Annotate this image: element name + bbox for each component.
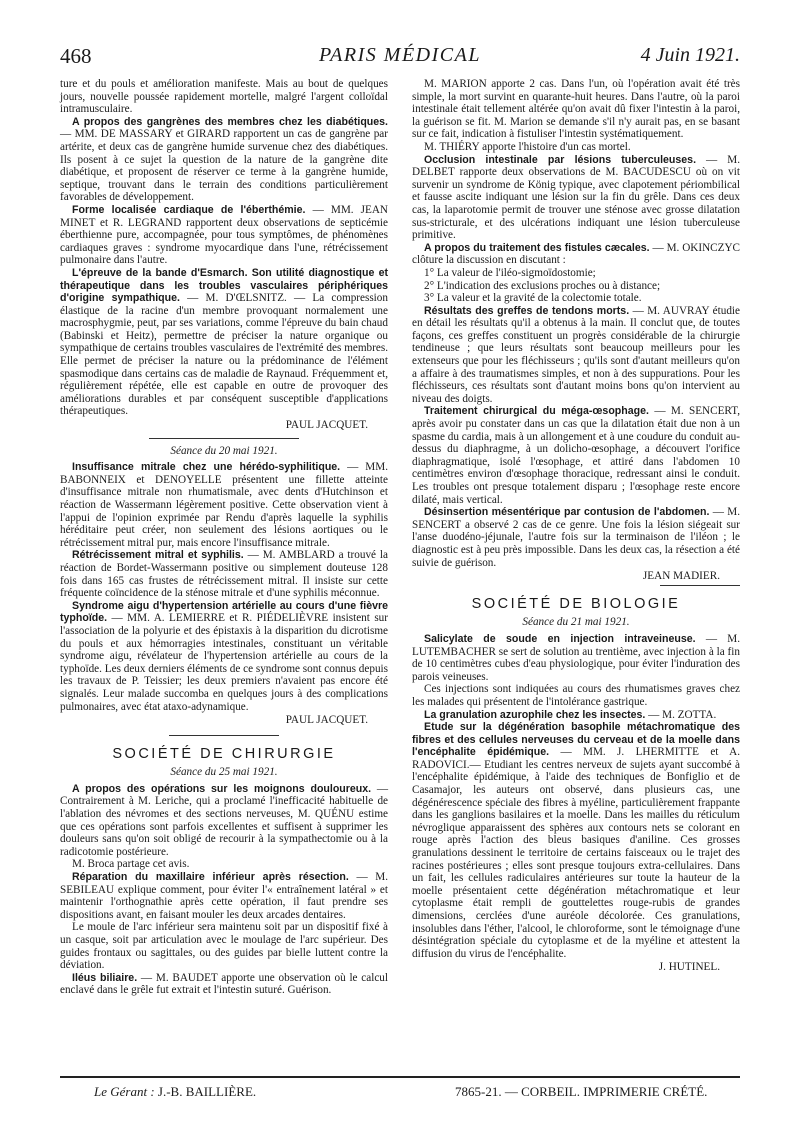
gerant-name: J.-B. BAILLIÈRE. bbox=[157, 1084, 257, 1099]
article-title: A propos des opérations sur les moignons douloureux. bbox=[72, 782, 372, 795]
article-text: — M. LUTEMBACHER se sert de solution au trentième, avec injection à la fin de 10 centimètres cubes d'eau physiologique, pour éviter l'induration des parois veineuses. bbox=[412, 632, 741, 683]
article-title: Réparation du maxillaire inférieur après résection. bbox=[72, 871, 349, 884]
paragraph: M. Broca partage cet avis. bbox=[72, 858, 190, 871]
article-text: — Contrairement à M. Leriche, qui a proclamé l'inefficacité habituelle de l'ablation des névromes et des sections nerveuses, M. QUÉNU estime que ces opérations sont parfois excellentes et suffisent à supprimer les douleurs sans qu'on soit obligé de recourir à la sympathectomie ou à la radicotomie postérieure. bbox=[60, 782, 389, 858]
article-text: — M. DELBET rapporte deux observations de M. BACUDESCU où on vit survenir un syndrome de König typique, avec clapotement périombilical et fausse ascite indiquant une lésion sur la fin du grêle. Dans ces deux cas, la laparotomie permit de trouver une sténose avec grosse dilatation sus-stricturale, et des ulcérations indiquant une lésion tuberculeuse primitive. bbox=[412, 153, 740, 242]
page-number: 468 bbox=[60, 44, 92, 68]
paragraph bbox=[60, 267, 388, 418]
article-text: — M. OKINCZYC clôture la discussion en discutant : bbox=[412, 241, 740, 267]
gerant-label: Le Gérant : bbox=[94, 1084, 155, 1099]
article-text: — M. SEBILEAU explique comment, pour éviter l'« entraînement latéral » et maintenir l'orthognathie après cette opération, il faut prendre ses dispositions avant, en faisant mouler les deux arcades dentaires. bbox=[60, 871, 389, 921]
article-text: — M. SENCERT a observé 2 cas de ce genre. Une fois la lésion siégeait sur l'anse duodéno-jéjunale, l'autre fois sur la terminaison de l'iléon ; le diagnostic est à peu près impossible. Dans les deux cas, la résection a été suivie de guérison. bbox=[412, 506, 740, 569]
article-text: — M. AUVRAY étudie en détail les résultats qu'il a obtenus à la main. Il conclut que, de toutes façons, ces greffes constituent un progrès considérable de la chirurgie tendineuse ; que leurs résultats sont beaucoup meilleurs pour les extenseurs que pour les fléchisseurs ; qu'ils sont d'autant meilleurs qu'on a affaire à des traumatismes simples, et non à des suppurations. Pour les fléchisseurs, ces résultats sont d'autant moins bons qu'on intervient au niveau des doigts. bbox=[412, 304, 741, 405]
issue-date: 4 Juin 1921. bbox=[640, 44, 740, 66]
author-signature: J. HUTINEL. bbox=[658, 961, 720, 974]
list-item: 1° La valeur de l'iléo-sigmoïdostomie; bbox=[424, 266, 596, 279]
right-column bbox=[412, 78, 740, 976]
article-text: — M. BAUDET apporte une observation où le calcul enclavé dans le grêle fut extrait et l'intestin suturé. Guérison. bbox=[60, 971, 388, 997]
paragraph bbox=[60, 204, 388, 267]
article-title: A propos du traitement des fistules cæcales. bbox=[424, 241, 650, 254]
paragraph bbox=[412, 633, 740, 683]
printer-credit: 7865-21. — CORBEIL. IMPRIMERIE CRÉTÉ. bbox=[455, 1084, 708, 1099]
article-text: — M. D'ŒLSNITZ. — La compression élastique de la racine d'un membre provoquant normalement une macrosphygmie, peut, par ses variations, comme l'épreuve du bain chaud (Babinski et Heitz), permettre de préciser la nature organique ou sympathique de certains troubles vasculaires de l'extrémité des membres. Elle permet de préciser la nature ou la prédominance de l'élément spasmodique dans certains cas de maladie de Raynaud. Fréquemment et, régulièrement répétée, elle est capable en outre de provoquer des améliorations durables et par conséquent susceptible d'applications thérapeutiques. bbox=[60, 292, 388, 418]
article-title: Syndrome aigu d'hypertension artérielle au cours d'une fièvre typhoïde. bbox=[60, 599, 388, 625]
society-heading: SOCIÉTÉ DE BIOLOGIE bbox=[471, 595, 681, 612]
author-signature: PAUL JACQUET. bbox=[285, 419, 368, 432]
article-text: — M. SENCERT, après avoir pu constater dans un cas que la dilatation était due non à un spasme du cardia, mais à un allongement et à une coudure du conduit au-dessus du diaphragme, à un dolicho-œsophage, a découvert l'orifice diaphragmatique, isolé l'œsophage, et attiré dans l'abdomen 10 centimètres environ d'œsophage thoracique, redressant ainsi le conduit. Les troubles ont presque totalement disparu ; l'œsophage reste encore dilaté, mais vertical. bbox=[412, 405, 741, 506]
paragraph: M. MARION apporte 2 cas. Dans l'un, où l'opération avait été très simple, la mort survint en quarante-huit heures. Dans l'autre, où la paroi intestinale était tellement altérée qu'on avait dû fixer l'intestin à la paroi, la guérison se fit. M. Marion se demande s'il n'y aurait pas, en se basant sur ce fait, indication à fistuliser l'intestin systématiquement. bbox=[412, 78, 740, 141]
divider bbox=[149, 438, 299, 439]
article-text: — MM. JEAN MINET et R. LEGRAND rapportent deux observations de septicémie éberthienne pure, accompagnée, pour tous symptômes, de phénomènes cardiaques graves : syndrome myocardique dans l'une, rétrécissement pulmonaire dans l'autre. bbox=[60, 203, 389, 267]
session-date: Séance du 20 mai 1921. bbox=[170, 444, 278, 457]
paragraph bbox=[412, 721, 740, 960]
list-item: 3° La valeur et la gravité de la colectomie totale. bbox=[424, 292, 642, 305]
gerant-credit bbox=[94, 1084, 256, 1100]
article-title: Résultats des greffes de tendons morts. bbox=[424, 304, 630, 317]
article-title: Occlusion intestinale par lésions tuberculeuses. bbox=[424, 153, 697, 166]
article-text: — M. ZOTTA. bbox=[648, 708, 717, 721]
article-text: — MM. DE MASSARY et GIRARD rapportent un cas de gangrène par artérite, et deux cas de gangrène humide survenue chez des diabétiques. Ils posent à ce sujet la question de la nature de la gangrène dite diabétique, et proposent de réserver ce terme à la gangrène humide, septique, trouvant dans le terrain des conditions particulièrement favorables de développement. bbox=[60, 128, 388, 204]
paragraph bbox=[60, 461, 388, 549]
paragraph bbox=[412, 709, 740, 722]
article-title: Iléus biliaire. bbox=[72, 971, 138, 984]
paragraph bbox=[412, 242, 740, 267]
paragraph bbox=[60, 871, 388, 921]
paragraph bbox=[60, 600, 388, 713]
journal-title: PARIS MÉDICAL bbox=[319, 44, 481, 66]
page-header bbox=[60, 44, 740, 72]
paragraph: ture et du pouls et amélioration manifeste. Mais au bout de quelques jours, nouvelle poussée rapidement mortelle, malgré l'argent colloïdal intramusculaire. bbox=[60, 78, 388, 116]
paragraph bbox=[412, 405, 740, 506]
article-title: Etude sur la dégénération basophile métachromatique des fibres et des cellules nerveuses du cerveau et de la moelle dans l'encéphalite épidémique. bbox=[412, 721, 740, 759]
left-column bbox=[60, 78, 388, 997]
article-title: Salicylate de soude en injection intraveineuse. bbox=[424, 632, 696, 645]
paragraph bbox=[60, 783, 388, 859]
divider bbox=[660, 585, 740, 586]
article-title: Traitement chirurgical du méga-œsophage. bbox=[424, 405, 649, 418]
author-signature: JEAN MADIER. bbox=[642, 570, 720, 583]
journal-page bbox=[60, 44, 741, 997]
article-title: Insuffisance mitrale chez une hérédo-syphilitique. bbox=[72, 461, 341, 474]
divider bbox=[169, 735, 279, 736]
session-date: Séance du 25 mai 1921. bbox=[170, 766, 278, 779]
article-title: A propos des gangrènes des membres chez les diabétiques. bbox=[72, 115, 388, 128]
paragraph bbox=[412, 305, 740, 406]
paragraph bbox=[60, 549, 388, 599]
paragraph: Ces injections sont indiquées au cours des rhumatismes graves chez les malades qui présentent de l'intolérance gastrique. bbox=[412, 683, 740, 708]
paragraph: Le moule de l'arc inférieur sera maintenu soit par un dispositif fixé à un casque, soit par articulation avec le moulage de l'arc supérieur. Des guides frontaux ou sagittales, ou des guides par bielle luttent contre la déviation. bbox=[60, 921, 388, 972]
article-text: — MM. A. LEMIERRE et R. PIÉDELIÈVRE insistent sur l'association de la polyurie et des épistaxis à la disparition du dicrotisme du pouls et aux hémorragies intestinales, constituant un véritable syndrome aigu, révélateur de l'hypertension artérielle au cours de la typhoïde. Les deux derniers éléments de ce syndrome sont connus depuis les travaux de P. Teissier; les deux premiers n'avaient pas encore été signalés. Leur malade succomba en quelques jours à des complications pulmonaires, avec état ataxo-adynamique. bbox=[60, 612, 388, 713]
article-text: — M. AMBLARD a trouvé la réaction de Bordet-Wassermann positive ou simplement douteuse 128 fois dans 165 cas frustes de rétrécissement mitral. Il insiste sur cette fréquente coïncidence de la sténose mitrale et d'une syphilis méconnue. bbox=[60, 549, 388, 600]
session-date: Séance du 21 mai 1921. bbox=[522, 616, 630, 629]
article-title: Rétrécissement mitral et syphilis. bbox=[72, 549, 244, 562]
society-heading: SOCIÉTÉ DE CHIRURGIE bbox=[112, 745, 336, 762]
paragraph: M. THIÉRY apporte l'histoire d'un cas mortel. bbox=[424, 140, 631, 153]
article-title: Désinsertion mésentérique par contusion de l'abdomen. bbox=[424, 506, 710, 519]
list-item: 2° L'indication des exclusions proches ou à distance; bbox=[424, 279, 661, 292]
footer-divider bbox=[60, 1076, 740, 1078]
article-title: La granulation azurophile chez les insectes. bbox=[424, 708, 646, 721]
author-signature: PAUL JACQUET. bbox=[285, 714, 368, 727]
article-text: — MM. J. LHERMITTE et A. RADOVICI.— Etudiant les centres nerveux de sujets ayant succombé à l'encéphalite épidémique, à l'aide des techniques de Bonfiglio et de Casamajor, les auteurs ont observé, dans plusieurs cas, une dégénérescence spéciale des fibres à myéline, particulièrement frappante dans les ganglions basilaires et la moelle. Dans les mailles du réticulum névroglique apparaissent des sphères aux contours nets se colorant en rouge après l'action des bleus basiques d'aniline. Ces grosses granulations dessinent le territoire de certains faisceaux ou le trajet des racines postérieures ; elles sont presque toujours extra-cellulaires. Dans un fait, les cellules radiculaires antérieures sur toute la hauteur de la moelle présentaient cette dégénération métachromatique et leur cytoplasme était rempli de gouttelettes rouge-rubis de grandes dimensions, cerclées d'une auréole décolorée. Ces granulations, insolubles dans l'éther, l'alcool, le chloroforme, sont le témoignage d'une désintégration spéciale du cytoplasme et de la myéline et attestent la diffusion du virus de l'encéphalite. bbox=[412, 746, 741, 960]
paragraph bbox=[60, 116, 388, 204]
article-text: — MM. BABONNEIX et DENOYELLE présentent une fillette atteinte d'insuffisance mitrale non rhumatismale, avec dents d'Hutchinson et réaction de Wassermann légèrement positive. Cette observation vient à l'appui de l'opinion exprimée par Rendu d'après laquelle la syphilis héréditaire peut créer, non seulement des lésions aortiques ou le rétrécissement mitral pur, mais encore l'insuffisance mitrale. bbox=[60, 461, 388, 549]
article-title: L'épreuve de la bande d'Esmarch. Son utilité diagnostique et thérapeutique dans les troubles vasculaires périphériques d'origine sympathique. bbox=[60, 266, 388, 305]
paragraph bbox=[412, 506, 740, 569]
paragraph bbox=[60, 972, 388, 997]
article-title: Forme localisée cardiaque de l'éberthémie. bbox=[72, 203, 306, 216]
paragraph bbox=[412, 154, 740, 242]
